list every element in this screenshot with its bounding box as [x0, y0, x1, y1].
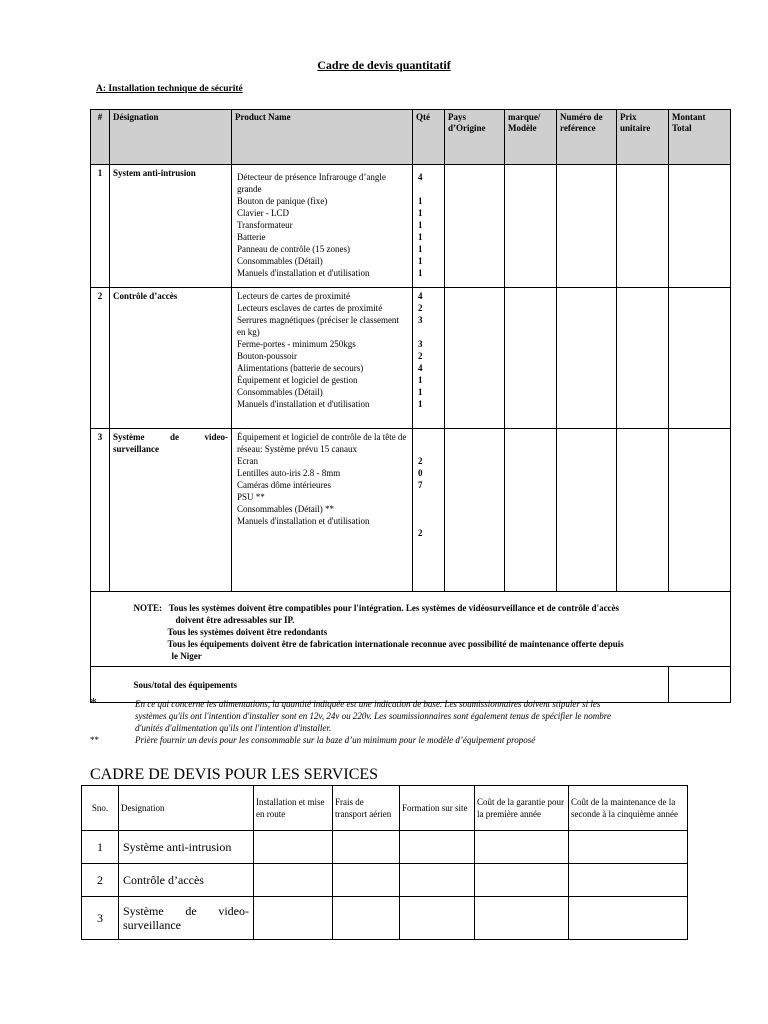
empty-cell [333, 897, 400, 940]
row-designation [119, 897, 254, 940]
row-number: 2 [82, 864, 119, 897]
empty-cell [254, 831, 333, 864]
empty-cell [557, 288, 617, 429]
empty-cell [445, 429, 505, 592]
product-item: Ecran [237, 456, 258, 466]
empty-cell [669, 429, 731, 592]
empty-cell [333, 831, 400, 864]
empty-cell [445, 288, 505, 429]
empty-cell [505, 165, 557, 288]
designation-word: de [185, 904, 197, 918]
quantity-value: 1 [418, 256, 423, 266]
table-row [91, 288, 731, 429]
empty-cell [569, 831, 688, 864]
footnote [90, 698, 690, 734]
quantity-value [418, 503, 441, 515]
product-item: Bouton-poussoir [237, 351, 298, 361]
quantity-value [418, 491, 441, 503]
designation-word: Système [113, 432, 145, 442]
product-item: Lecteurs de cartes de proximité [237, 291, 350, 301]
empty-cell [505, 288, 557, 429]
quantity-value: 2 [418, 303, 423, 313]
empty-cell [617, 165, 669, 288]
empty-cell [400, 831, 475, 864]
quantity-value [418, 326, 441, 338]
empty-cell [669, 165, 731, 288]
row-number: 3 [91, 429, 110, 592]
table-row [82, 831, 688, 864]
empty-cell [569, 864, 688, 897]
subtotal-label: Sous/total des équipements [110, 667, 669, 703]
product-item: Équipement et logiciel de gestion [237, 375, 358, 385]
designation-word: video- [218, 904, 249, 918]
quantity-value [418, 515, 441, 527]
footnote-text: En ce qui concerne les alimentations, la quantité indiquée est une indication de base. Les soumissionnaires doivent stipuler si les systèmes qu'ils ont l'intention d'installer sont en 12v, 24v ou 220v. Les soumissionnaires sont également tenus de spécifier le nombre d'unités d'alimentation qu'ils ont l'intention d'installer. [135, 699, 611, 733]
product-item: Panneau de contrôle (15 zones) [237, 244, 350, 254]
header-unit-price: Prix unitaire [617, 110, 669, 165]
note-line: le Niger [171, 651, 202, 661]
note-line: Tous les systèmes doivent être redondants [167, 627, 328, 637]
empty-cell [557, 429, 617, 592]
quantity-list [413, 165, 445, 288]
product-item: Détecteur de présence Infrarouge d’angle grande [237, 172, 386, 194]
quantity-value: 1 [418, 244, 423, 254]
quantity-value: 1 [418, 375, 423, 385]
note-line: Tous les équipements doivent être de fabrication internationale reconnue avec possibilité de maintenance offerte depuis [167, 639, 624, 649]
row-designation: System anti-intrusion [110, 165, 232, 288]
product-list [232, 288, 413, 429]
header-quantity: Qté [413, 110, 445, 165]
row-number: 2 [91, 288, 110, 429]
quantity-value: 0 [418, 468, 423, 478]
header-country-origin: Pays d’Origine [445, 110, 505, 165]
quantity-value: 1 [418, 268, 423, 278]
quantity-value: 2 [418, 351, 423, 361]
note-row [91, 592, 731, 667]
row-number: 1 [91, 165, 110, 288]
services-title: CADRE DE DEVIS POUR LES SERVICES [90, 766, 379, 783]
product-item: Manuels d'installation et d'utilisation [237, 399, 370, 409]
row-number: 3 [82, 897, 119, 940]
product-item: Consommables (Détail) [237, 387, 323, 397]
empty-cell [254, 864, 333, 897]
empty-cell [475, 897, 569, 940]
table-row [91, 165, 731, 288]
designation-word: Système [123, 904, 164, 918]
quantity-value: 1 [418, 220, 423, 230]
services-table [81, 785, 688, 940]
designation-word: de [170, 432, 179, 442]
quantity-list [413, 288, 445, 429]
header-onsite-training: Formation sur site [400, 786, 475, 831]
table-row [82, 897, 688, 940]
footnote-text: Prière fournir un devis pour les consommable sur la baze d’un minimum pour le modèle d’équipement proposé [135, 735, 536, 745]
quantity-value: 4 [418, 291, 423, 301]
quantity-value: 2 [418, 456, 423, 466]
quantity-value: 1 [418, 208, 423, 218]
empty-cell [475, 831, 569, 864]
page-title: Cadre de devis quantitatif [317, 58, 451, 72]
row-designation: Système anti-intrusion [119, 831, 254, 864]
section-heading: A: Installation technique de sécurité [96, 84, 243, 94]
header-designation: Désignation [110, 110, 232, 165]
product-list [232, 165, 413, 288]
empty-cell [669, 288, 731, 429]
empty-cell [557, 165, 617, 288]
header-sno: Sno. [82, 786, 119, 831]
footnote-mark: ** [90, 735, 99, 745]
header-maintenance-cost: Coût de la maintenance de la seconde à la cinquième année [569, 786, 688, 831]
product-item: Lentilles auto-iris 2.8 - 8mm [237, 468, 341, 478]
quantity-value: 3 [418, 339, 423, 349]
empty-cell [400, 897, 475, 940]
footnote [90, 734, 690, 746]
product-item: Caméras dôme intérieures [237, 480, 331, 490]
empty-cell [569, 897, 688, 940]
quantity-value: 1 [418, 196, 423, 206]
table-row [91, 429, 731, 592]
product-item: Batterie [237, 232, 266, 242]
product-item: Bouton de panique (fixe) [237, 196, 328, 206]
header-brand-model: marque/ Modèle [505, 110, 557, 165]
empty-cell [617, 429, 669, 592]
product-list [232, 429, 413, 592]
quantity-value: 2 [418, 528, 423, 538]
row-number: 1 [82, 831, 119, 864]
product-item: Lecteurs esclaves de cartes de proximité [237, 303, 383, 313]
product-item: Consommables (Détail) ** [237, 504, 334, 514]
header-total-amount: Montant Total [669, 110, 731, 165]
empty-cell [505, 429, 557, 592]
header-designation: Designation [119, 786, 254, 831]
quantity-value [418, 443, 441, 455]
product-item: Ferme-portes - minimum 250kgs [237, 339, 356, 349]
row-designation: Contrôle d’accès [119, 864, 254, 897]
quantity-value: 4 [418, 363, 423, 373]
quantity-value: 4 [418, 172, 423, 182]
quantity-list [413, 429, 445, 592]
note-line: NOTE: Tous les systèmes doivent être compatibles pour l'intégration. Les systèmes de vidéosurveillance et de contrôle d'accès [133, 603, 620, 613]
services-header-row [82, 786, 688, 831]
footnote-mark: * [90, 696, 97, 711]
row-designation: Contrôle d’accès [110, 288, 232, 429]
header-product-name: Product Name [232, 110, 413, 165]
quantity-value [418, 431, 441, 443]
quantity-value [418, 183, 441, 195]
quote-table [90, 109, 731, 703]
product-item: Manuels d'installation et d'utilisation [237, 516, 370, 526]
quantity-value: 7 [418, 480, 423, 490]
empty-cell [333, 864, 400, 897]
header-air-transport: Frais de transport aérien [333, 786, 400, 831]
product-item: Clavier - LCD [237, 208, 289, 218]
header-installation: Installation et mise en route [254, 786, 333, 831]
empty-cell [617, 288, 669, 429]
table-header-row [91, 110, 731, 165]
quantity-value: 1 [418, 232, 423, 242]
empty-cell [254, 897, 333, 940]
product-item: Consommables (Détail) [237, 256, 323, 266]
product-item: Équipement et logiciel de contrôle de la tête de réseau: Système prévu 15 canaux [237, 432, 407, 454]
product-item: Serrures magnétiques (préciser le classement en kg) [237, 315, 399, 337]
empty-cell [475, 864, 569, 897]
quantity-value: 3 [418, 315, 423, 325]
empty-cell [445, 165, 505, 288]
note-line: doivent être adressables sur IP. [175, 615, 295, 625]
note-label: NOTE: [133, 603, 163, 613]
note-block [110, 592, 731, 667]
product-item: Transformateur [237, 220, 293, 230]
quantity-value: 1 [418, 399, 423, 409]
designation-word: surveillance [123, 918, 181, 932]
header-warranty-cost: Coût de la garantie pour la première année [475, 786, 569, 831]
header-number: # [91, 110, 110, 165]
designation-word: surveillance [113, 444, 159, 454]
row-designation [110, 429, 232, 592]
product-item: Manuels d'installation et d'utilisation [237, 268, 370, 278]
product-item: PSU ** [237, 492, 265, 502]
empty-cell [400, 864, 475, 897]
header-reference-number: Numéro de reférence [557, 110, 617, 165]
designation-word: video- [204, 432, 228, 442]
product-item: Alimentations (batterie de secours) [237, 363, 364, 373]
table-row [82, 864, 688, 897]
empty-cell [91, 592, 110, 667]
footnotes [90, 698, 690, 746]
quantity-value: 1 [418, 387, 423, 397]
